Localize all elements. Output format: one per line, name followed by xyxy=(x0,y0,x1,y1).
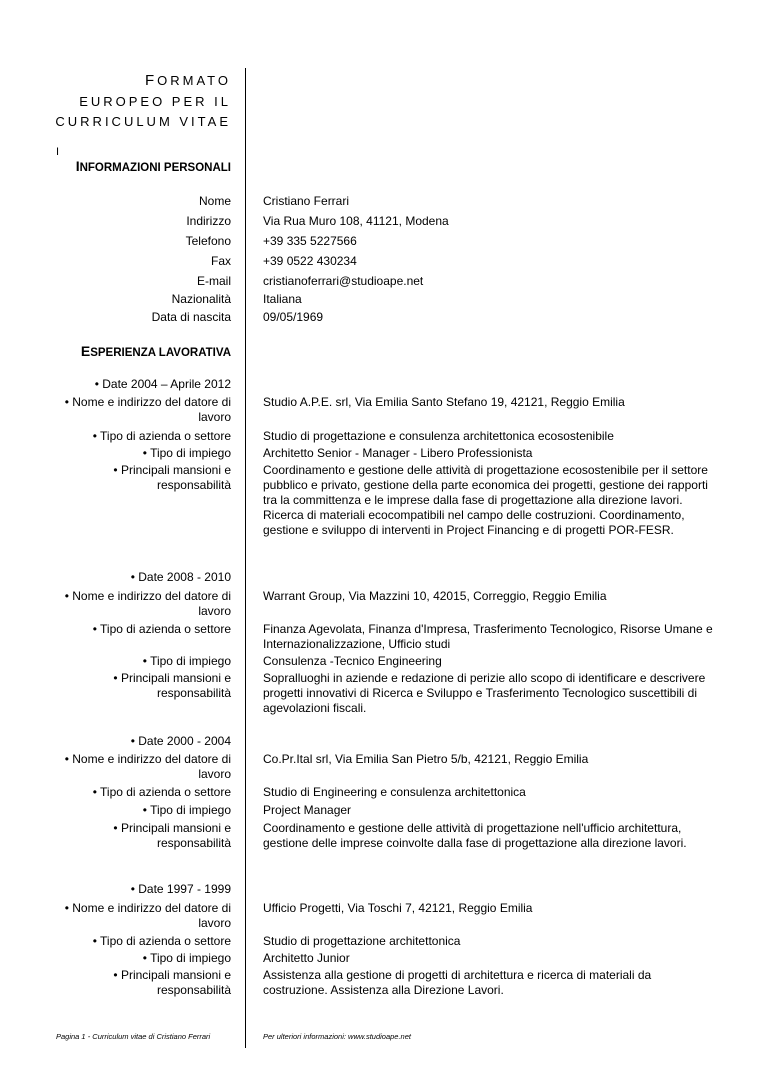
value-email[interactable]: cristianoferrari@studioape.net xyxy=(263,274,424,288)
title-line-3: CURRICULUM VITAE xyxy=(55,114,231,129)
job-3-duties: Coordinamento e gestione delle attività di progettazione nell'ufficio architettura, gestione delle imprese coinvolte dalla fase di progettazione alla direzione lavori. xyxy=(263,821,687,850)
job-4-type-label: • Tipo di impiego xyxy=(142,951,231,965)
job-3-type: Project Manager xyxy=(263,803,352,817)
job-4-duties: Assistenza alla gestione di progetti di architettura e ricerca di materiali da costruzione. Assistenza alla Direzione Lavori. xyxy=(263,968,652,997)
stray-marker: I xyxy=(56,146,60,158)
label-nome: Nome xyxy=(198,194,231,208)
title-line-2: EUROPEO PER IL xyxy=(79,94,231,109)
label-fax: Fax xyxy=(210,254,231,268)
job-2-duties: Sopralluoghi in aziende e redazione di perizie allo scopo di identificare e descrivere progetti innovativi di Ricerca e Sviluppo e Trasferimento Tecnologico suscettibili di agevolazioni fiscali. xyxy=(263,671,706,715)
job-4-sector-label: • Tipo di azienda o settore xyxy=(92,934,231,948)
section-work-experience: ESPERIENZA LAVORATIVA xyxy=(80,343,231,359)
job-1-duties: Coordinamento e gestione delle attività di progettazione ecosostenibile per il settore pubblico e privato, gestione della parte economica dei progetti, gestione dei rapporti tra la committenza e le imprese dalla fase di progettazione alla direzione lavori. Ricerca di materiali ecocompatibili nel campo delle costruzioni. Coordinamento, gestione e sviluppo di interventi in Project Financing e di progetti POR-FESR. xyxy=(263,463,708,537)
label-email: E-mail xyxy=(196,274,231,288)
job-2-duties-label: • Principali mansioni e responsabilità xyxy=(113,671,231,700)
job-3-employer: Co.Pr.Ital srl, Via Emilia San Pietro 5/b, 42121, Reggio Emilia xyxy=(263,752,589,766)
value-fax: +39 0522 430234 xyxy=(263,254,357,268)
job-1-dates: • Date 2004 – Aprile 2012 xyxy=(94,377,231,391)
value-indirizzo: Via Rua Muro 108, 41121, Modena xyxy=(263,214,449,228)
value-nome: Cristiano Ferrari xyxy=(263,194,350,208)
job-4-employer-label: • Nome e indirizzo del datore di lavoro xyxy=(64,901,231,930)
title-line-1: FORMATO xyxy=(144,72,231,89)
job-2-sector-label: • Tipo di azienda o settore xyxy=(92,622,231,636)
job-2-employer-label: • Nome e indirizzo del datore di lavoro xyxy=(64,589,231,618)
job-1-employer: Studio A.P.E. srl, Via Emilia Santo Stefano 19, 42121, Reggio Emilia xyxy=(263,395,625,409)
job-4-duties-label: • Principali mansioni e responsabilità xyxy=(113,968,231,997)
job-2-employer: Warrant Group, Via Mazzini 10, 42015, Correggio, Reggio Emilia xyxy=(263,589,607,603)
job-3-type-label: • Tipo di impiego xyxy=(142,803,231,817)
value-data-nascita: 09/05/1969 xyxy=(263,310,324,324)
label-nazionalita: Nazionalità xyxy=(171,292,231,306)
job-3-sector-label: • Tipo di azienda o settore xyxy=(92,785,231,799)
job-3-sector: Studio di Engineering e consulenza architettonica xyxy=(263,785,526,799)
job-1-sector-label: • Tipo di azienda o settore xyxy=(92,429,231,443)
job-4-sector: Studio di progettazione architettonica xyxy=(263,934,461,948)
label-data-nascita: Data di nascita xyxy=(151,310,231,324)
label-telefono: Telefono xyxy=(185,234,231,248)
value-telefono: +39 335 5227566 xyxy=(263,234,357,248)
job-3-dates: • Date 2000 - 2004 xyxy=(130,734,231,748)
job-1-type: Architetto Senior - Manager - Libero Professionista xyxy=(263,446,533,460)
footer-more-info: Per ulteriori informazioni: www.studioape.net xyxy=(263,1032,411,1041)
label-indirizzo: Indirizzo xyxy=(186,214,231,228)
job-2-sector: Finanza Agevolata, Finanza d'Impresa, Trasferimento Tecnologico, Risorse Umane e Internazionalizzazione, Ufficio studi xyxy=(263,622,713,651)
footer-page-info: Pagina 1 - Curriculum vitae di Cristiano Ferrari xyxy=(56,1032,211,1041)
job-2-type-label: • Tipo di impiego xyxy=(142,654,231,668)
job-4-dates: • Date 1997 - 1999 xyxy=(130,882,231,896)
job-3-employer-label: • Nome e indirizzo del datore di lavoro xyxy=(64,752,231,781)
job-1-duties-label: • Principali mansioni e responsabilità xyxy=(113,463,231,492)
job-4-type: Architetto Junior xyxy=(263,951,350,965)
column-divider xyxy=(245,68,246,1048)
value-nazionalita: Italiana xyxy=(263,292,302,306)
job-1-type-label: • Tipo di impiego xyxy=(142,446,231,460)
job-1-employer-label: • Nome e indirizzo del datore di lavoro xyxy=(64,395,231,424)
job-3-duties-label: • Principali mansioni e responsabilità xyxy=(113,821,231,850)
job-1-sector: Studio di progettazione e consulenza architettonica ecosostenibile xyxy=(263,429,614,443)
job-2-type: Consulenza -Tecnico Engineering xyxy=(263,654,442,668)
job-2-dates: • Date 2008 - 2010 xyxy=(130,570,231,584)
job-4-employer: Ufficio Progetti, Via Toschi 7, 42121, Reggio Emilia xyxy=(263,901,533,915)
section-personal-info: INFORMAZIONI PERSONALI xyxy=(75,158,231,174)
